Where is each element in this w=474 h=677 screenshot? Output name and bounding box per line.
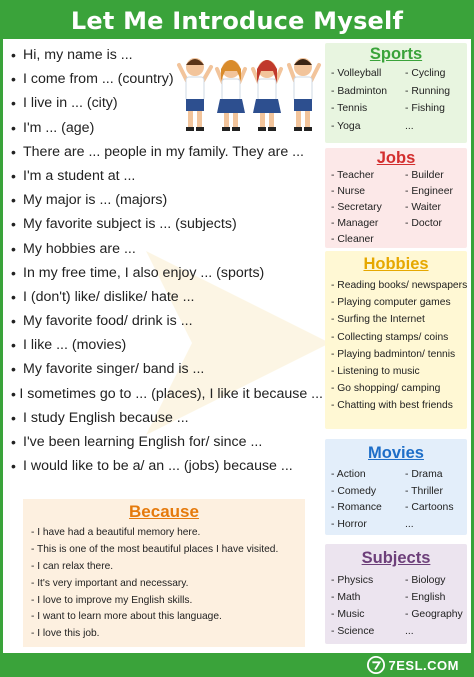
list-item: - Engineer — [405, 186, 453, 197]
list-item — [11, 120, 323, 144]
subjects-title: Subjects — [361, 549, 431, 567]
list-item: - Horror — [331, 518, 367, 530]
phrase-text: I come from ... (country) — [23, 71, 174, 88]
list-item — [11, 289, 323, 313]
list-item: - I love to improve my English skills. — [31, 594, 193, 606]
list-item — [11, 458, 323, 482]
jobs-title: Jobs — [376, 149, 416, 167]
list-item: - Go shopping/ camping — [331, 383, 441, 395]
list-item — [405, 232, 469, 248]
list-item — [11, 71, 323, 95]
subjects-list — [325, 572, 467, 640]
list-item: - Doctor — [405, 218, 442, 229]
bullet: • — [11, 71, 16, 88]
hobbies-title: Hobbies — [363, 255, 429, 273]
because-title: Because — [129, 502, 199, 521]
list-item: - Teacher — [331, 170, 375, 181]
list-item — [11, 434, 323, 458]
phrase-text: I would like to be a/ an ... (jobs) because ... — [23, 458, 293, 475]
list-item: - Science — [331, 626, 375, 637]
sports-title: Sports — [369, 45, 423, 63]
movies-title: Movies — [368, 444, 424, 462]
jobs-box — [325, 148, 467, 248]
sports-box — [325, 43, 467, 143]
bullet: • — [11, 361, 16, 378]
list-item — [11, 265, 323, 289]
phrase-text: I'm a student at ... — [23, 167, 136, 184]
phrase-text: I sometimes go to ... (places), I like it because ... — [19, 385, 323, 402]
brand-logo-icon — [367, 656, 385, 674]
list-item: ... — [405, 518, 414, 530]
jobs-list — [325, 168, 467, 248]
because-box — [23, 499, 305, 647]
list-item: - Badminton — [331, 85, 388, 97]
bullet: • — [11, 434, 16, 450]
list-item: - Listening to music — [331, 365, 420, 377]
bullet: • — [11, 337, 16, 354]
bullet: • — [11, 240, 16, 257]
movies-list — [325, 467, 467, 533]
list-item: - Physics — [331, 575, 374, 586]
phrase-text: Hi, my name is ... — [23, 47, 133, 63]
brand-text: 7ESL.COM — [388, 657, 459, 673]
list-item: - I have had a beautiful memory here. — [31, 527, 201, 538]
list-item: - Nurse — [331, 186, 366, 197]
list-item — [11, 144, 323, 168]
bullet: • — [11, 313, 16, 330]
list-item: - Playing badminton/ tennis — [331, 348, 456, 360]
list-item: - Tennis — [331, 103, 368, 114]
page-title: Let Me Introduce Myself — [70, 7, 404, 35]
bullet: • — [11, 216, 16, 233]
list-item: - Action — [331, 469, 366, 480]
header-banner — [3, 3, 471, 39]
phrase-text: I study English because ... — [23, 409, 189, 426]
phrase-text: I live in ... (city) — [23, 95, 118, 112]
phrase-text: There are ... people in my family. They are ... — [23, 143, 304, 160]
list-item: ... — [405, 120, 414, 132]
phrase-text: I've been learning English for/ since ... — [23, 434, 263, 450]
bullet: • — [11, 192, 16, 209]
list-item: - Playing computer games — [331, 297, 451, 309]
bullet: • — [11, 47, 16, 63]
list-item: - Waiter — [405, 202, 441, 213]
list-item: - Reading books/ newspapers — [331, 280, 468, 291]
phrase-text: I (don't) like/ dislike/ hate ... — [23, 288, 195, 305]
list-item: - Geography — [405, 609, 463, 620]
list-item: - Fishing — [405, 103, 445, 114]
phrase-text: I like ... (movies) — [23, 337, 127, 354]
list-item — [11, 95, 323, 119]
footer-bar — [3, 653, 471, 677]
list-item: - Chatting with best friends — [331, 400, 453, 412]
list-item: - Collecting stamps/ coins — [331, 331, 449, 343]
list-item: - I love this job. — [31, 628, 100, 640]
subjects-box — [325, 544, 467, 644]
list-item — [11, 386, 323, 410]
list-item — [11, 361, 323, 385]
list-item: - Cleaner — [331, 234, 374, 245]
list-item: - Math — [331, 592, 361, 603]
list-item: - Builder — [405, 170, 444, 181]
list-item — [11, 241, 323, 265]
list-item — [11, 168, 323, 192]
list-item — [11, 216, 323, 240]
list-item — [11, 47, 323, 71]
list-item: - It's very important and necessary. — [31, 577, 189, 589]
list-item: - Biology — [405, 575, 446, 586]
because-list — [23, 525, 305, 643]
list-item: - Music — [331, 609, 365, 620]
phrase-text: My hobbies are ... — [23, 240, 136, 257]
list-item: - Drama — [405, 469, 443, 480]
list-item: - Cycling — [405, 68, 446, 79]
list-item — [11, 410, 323, 434]
movies-box — [325, 439, 467, 535]
list-item: - I want to learn more about this language. — [31, 611, 222, 623]
sports-list — [325, 65, 467, 135]
list-item: ... — [405, 626, 414, 637]
list-item: - Comedy — [331, 485, 377, 497]
list-item: - Running — [405, 85, 451, 97]
bullet: • — [11, 458, 16, 475]
brand[interactable] — [367, 655, 459, 675]
list-item: - English — [405, 592, 446, 603]
list-item: - Volleyball — [331, 68, 382, 79]
bullet: • — [11, 143, 16, 160]
list-item: - I can relax there. — [31, 560, 114, 572]
list-item: - Yoga — [331, 120, 361, 132]
list-item — [11, 313, 323, 337]
phrase-list — [11, 47, 323, 482]
bullet: • — [11, 95, 16, 112]
list-item — [11, 192, 323, 216]
hobbies-list — [325, 277, 467, 415]
list-item: - Surfing the Internet — [331, 314, 425, 326]
hobbies-box — [325, 251, 467, 429]
list-item: - This is one of the most beautiful places I have visited. — [31, 543, 279, 555]
list-item: - Thriller — [405, 485, 443, 497]
phrase-text: My major is ... (majors) — [23, 192, 168, 209]
phrase-text: I'm ... (age) — [23, 119, 95, 136]
list-item: - Secretary — [331, 202, 382, 213]
bullet: • — [11, 288, 16, 305]
list-item — [11, 337, 323, 361]
phrase-text: In my free time, I also enjoy ... (sports) — [23, 264, 265, 281]
list-item: - Cartoons — [405, 502, 454, 513]
bullet: • — [11, 264, 16, 281]
list-item: - Romance — [331, 502, 382, 513]
bullet: • — [11, 409, 16, 426]
list-item: - Manager — [331, 218, 379, 229]
phrase-text: My favorite singer/ band is ... — [23, 361, 205, 378]
bullet: • — [11, 119, 16, 136]
phrase-text: My favorite food/ drink is ... — [23, 313, 193, 330]
bullet: • — [11, 385, 16, 402]
bullet: • — [11, 167, 16, 184]
phrase-text: My favorite subject is ... (subjects) — [23, 216, 237, 233]
